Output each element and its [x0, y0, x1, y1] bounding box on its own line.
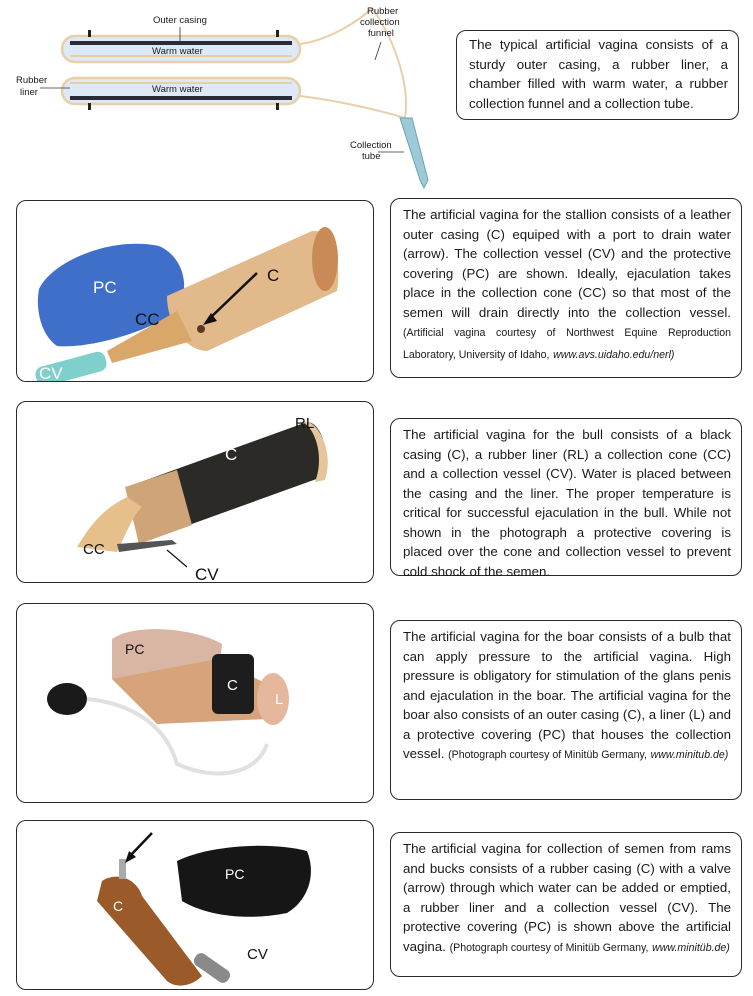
ram-collection-vessel — [192, 951, 233, 985]
boar-label-l: L — [275, 691, 284, 708]
ram-photo-frame — [16, 820, 374, 990]
label-funnel-2: collection — [360, 17, 400, 28]
label-tube-1: Collection — [350, 140, 392, 151]
label-warm-water-bottom: Warm water — [152, 84, 203, 95]
stallion-drain-port — [197, 325, 205, 333]
label-rubber-liner-1: Rubber — [16, 75, 48, 86]
label-warm-water-top: Warm water — [152, 46, 203, 57]
bull-text-box — [390, 418, 742, 579]
av-diagram — [0, 0, 450, 195]
ram-text-box — [390, 832, 742, 977]
bull-label-cv: CV — [195, 565, 219, 584]
bull-label-rl: RL — [295, 415, 315, 432]
valve-bottom-left — [88, 103, 91, 110]
ram-photo — [17, 821, 374, 990]
ram-valve — [119, 859, 126, 879]
stallion-label-cc: CC — [135, 310, 160, 329]
stallion-casing-rim — [312, 227, 338, 291]
stallion-label-pc: PC — [93, 278, 117, 297]
leader-funnel — [375, 42, 381, 60]
boar-text-box — [390, 620, 742, 800]
ram-label-cv: CV — [247, 946, 268, 963]
label-funnel-3: funnel — [368, 28, 394, 39]
boar-label-pc: PC — [125, 641, 145, 657]
stallion-photo-frame — [16, 200, 374, 382]
boar-photo — [17, 604, 374, 803]
valve-top-right — [276, 30, 279, 37]
collection-tube — [400, 118, 428, 188]
boar-credit-url: www.minitub.de) — [650, 749, 729, 761]
label-tube-2: tube — [362, 151, 381, 162]
stallion-text-box — [390, 198, 742, 378]
bull-cv-leader — [167, 550, 187, 567]
bull-photo — [17, 402, 374, 583]
bull-photo-frame — [16, 401, 374, 583]
ram-label-pc: PC — [225, 866, 245, 882]
stallion-photo — [17, 201, 374, 382]
stallion-label-c: C — [267, 266, 280, 285]
stallion-credit-url: www.avs.uidaho.edu/nerl) — [553, 348, 675, 361]
stallion-label-cv: CV — [39, 364, 63, 383]
bottom-outer-casing-bar — [70, 96, 292, 100]
boar-label-c: C — [227, 677, 238, 694]
label-funnel-1: Rubber — [367, 6, 399, 17]
intro-text: The typical artificial vagina consists of a sturdy outer casing, a rubber liner, a chamber filled with warm water, a rubber collection funnel and a collection tube. — [469, 37, 728, 111]
valve-bottom-right — [276, 103, 279, 110]
label-rubber-liner-2: liner — [20, 87, 38, 98]
bull-label-cc: CC — [83, 541, 105, 558]
boar-liner-opening — [257, 673, 289, 725]
top-outer-casing-bar — [70, 41, 292, 45]
ram-arrow — [129, 833, 152, 857]
intro-text-box — [456, 30, 739, 120]
bull-text: The artificial vagina for the bull consists of a black casing (C), a rubber liner (RL) a collection cone (CC) and a collection vessel (CV). Water is placed between the casing and the liner. The proper temperature is critical for successful ejaculation in the bull. While not shown in the photograph a protective covering is placed over the cone and collection vessel to prevent cold shock of the semen. — [403, 427, 731, 579]
boar-text: The artificial vagina for the boar consists of a bulb that can apply pressure to the artificial vagina. High pressure is obligatory for stimulation of the glans penis and ejaculation in the boar. The artificial vagina for the boar also consists of an outer casing (C), a liner (L) and a protective covering (PC) that houses the collection vessel. — [403, 629, 731, 761]
bull-label-c: C — [225, 445, 238, 464]
stallion-text: The artificial vagina for the stallion consists of a leather outer casing (C) equiped with a port to drain water (arrow). The collection vessel (CV) and the protective covering (PC) are shown. Ideally, ejaculation takes place in the collection cone (CC) so that most of the semen will drain directly into the collection vessel. — [403, 207, 731, 320]
ram-credit-url: www.minitüb.de) — [652, 941, 730, 954]
stallion-leather-casing — [167, 231, 338, 351]
stallion-credit: (Artificial vagina courtesy of Northwest Equine Reproduction Laboratory, University of Idaho, — [403, 327, 731, 361]
boar-bulb — [47, 683, 87, 715]
ram-credit: (Photograph courtesy of Minitüb Germany, — [449, 941, 649, 954]
boar-credit: (Photograph courtesy of Minitüb Germany, — [448, 749, 647, 761]
ram-label-c: C — [113, 898, 124, 914]
ram-text: The artificial vagina for collection of semen from rams and bucks consists of a rubber casing (C) with a valve (arrow) through which water can be added or emptied, a rubber liner and a collection vessel (CV). The protective covering (PC) is shown above the artificial vagina. — [403, 841, 731, 954]
valve-top-left — [88, 30, 91, 37]
label-outer-casing: Outer casing — [153, 15, 207, 26]
boar-photo-frame — [16, 603, 374, 803]
